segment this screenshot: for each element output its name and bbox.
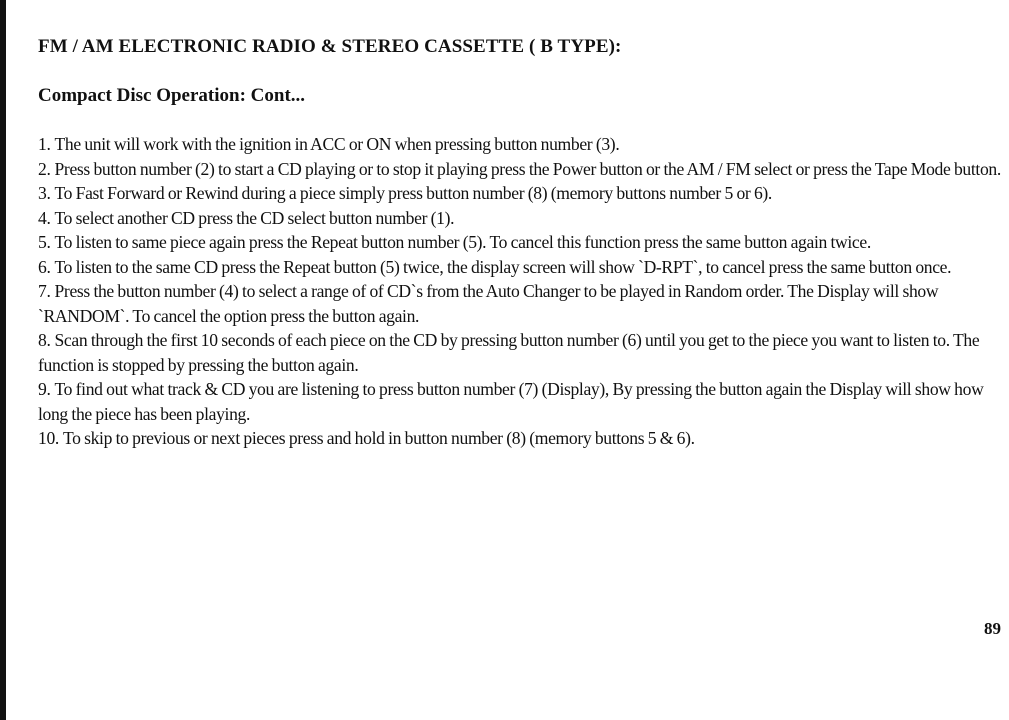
page-edge-bar xyxy=(0,0,6,720)
step-number: 4. xyxy=(38,207,51,228)
step-text: Press button number (2) to start a CD playing or to stop it playing press the Power button or the AM / FM select or press the Tape Mode button. xyxy=(54,158,1001,179)
instruction-step xyxy=(38,426,1006,451)
document-title: FM / AM ELECTRONIC RADIO & STEREO CASSETTE ( B TYPE): xyxy=(38,36,622,57)
instruction-step xyxy=(38,279,1006,328)
step-number: 6. xyxy=(38,256,51,277)
step-number: 8. xyxy=(38,330,51,350)
instruction-step xyxy=(38,132,1006,157)
instruction-step xyxy=(38,377,1006,426)
instruction-step xyxy=(38,230,1006,255)
step-text: Press the button number (4) to select a range of of CD`s from the Auto Changer to be played in Random order. The Display will show `RANDOM`. To cancel the option press the button again. xyxy=(38,281,939,326)
page-number: 89 xyxy=(984,619,1001,638)
step-text: To listen to same piece again press the Repeat button number (5). To cancel this function press the same button again twice. xyxy=(54,232,871,252)
instruction-step xyxy=(38,206,1006,231)
instruction-step xyxy=(38,181,1006,206)
instruction-step xyxy=(38,328,1006,377)
step-number: 3. xyxy=(38,183,51,203)
step-number: 5. xyxy=(38,232,51,252)
step-text: To find out what track & CD you are listening to press button number (7) (Display), By pressing the button again the Display will show how long the piece has been playing. xyxy=(38,379,984,424)
manual-page xyxy=(38,36,1006,451)
step-number: 9. xyxy=(38,379,51,399)
instruction-step xyxy=(38,157,1006,182)
section-heading: Compact Disc Operation: Cont... xyxy=(38,85,306,106)
step-text: To Fast Forward or Rewind during a piece simply press button number (8) (memory buttons number 5 or 6). xyxy=(54,183,772,203)
instruction-list xyxy=(38,132,1006,451)
step-text: To listen to the same CD press the Repeat button (5) twice, the display screen will show `D-RPT`, to cancel press the same button once. xyxy=(54,256,952,277)
step-number: 10. xyxy=(38,428,59,448)
step-text: The unit will work with the ignition in ACC or ON when pressing button number (3). xyxy=(54,134,620,154)
step-text: Scan through the first 10 seconds of each piece on the CD by pressing button number (6) until you get to the piece you want to listen to. The function is stopped by pressing the button again. xyxy=(38,330,980,375)
step-number: 7. xyxy=(38,281,51,301)
instruction-step xyxy=(38,255,1006,280)
step-number: 2. xyxy=(38,158,51,179)
step-number: 1. xyxy=(38,134,51,154)
step-text: To skip to previous or next pieces press and hold in button number (8) (memory buttons 5 & 6). xyxy=(62,428,695,448)
step-text: To select another CD press the CD select button number (1). xyxy=(54,207,455,228)
